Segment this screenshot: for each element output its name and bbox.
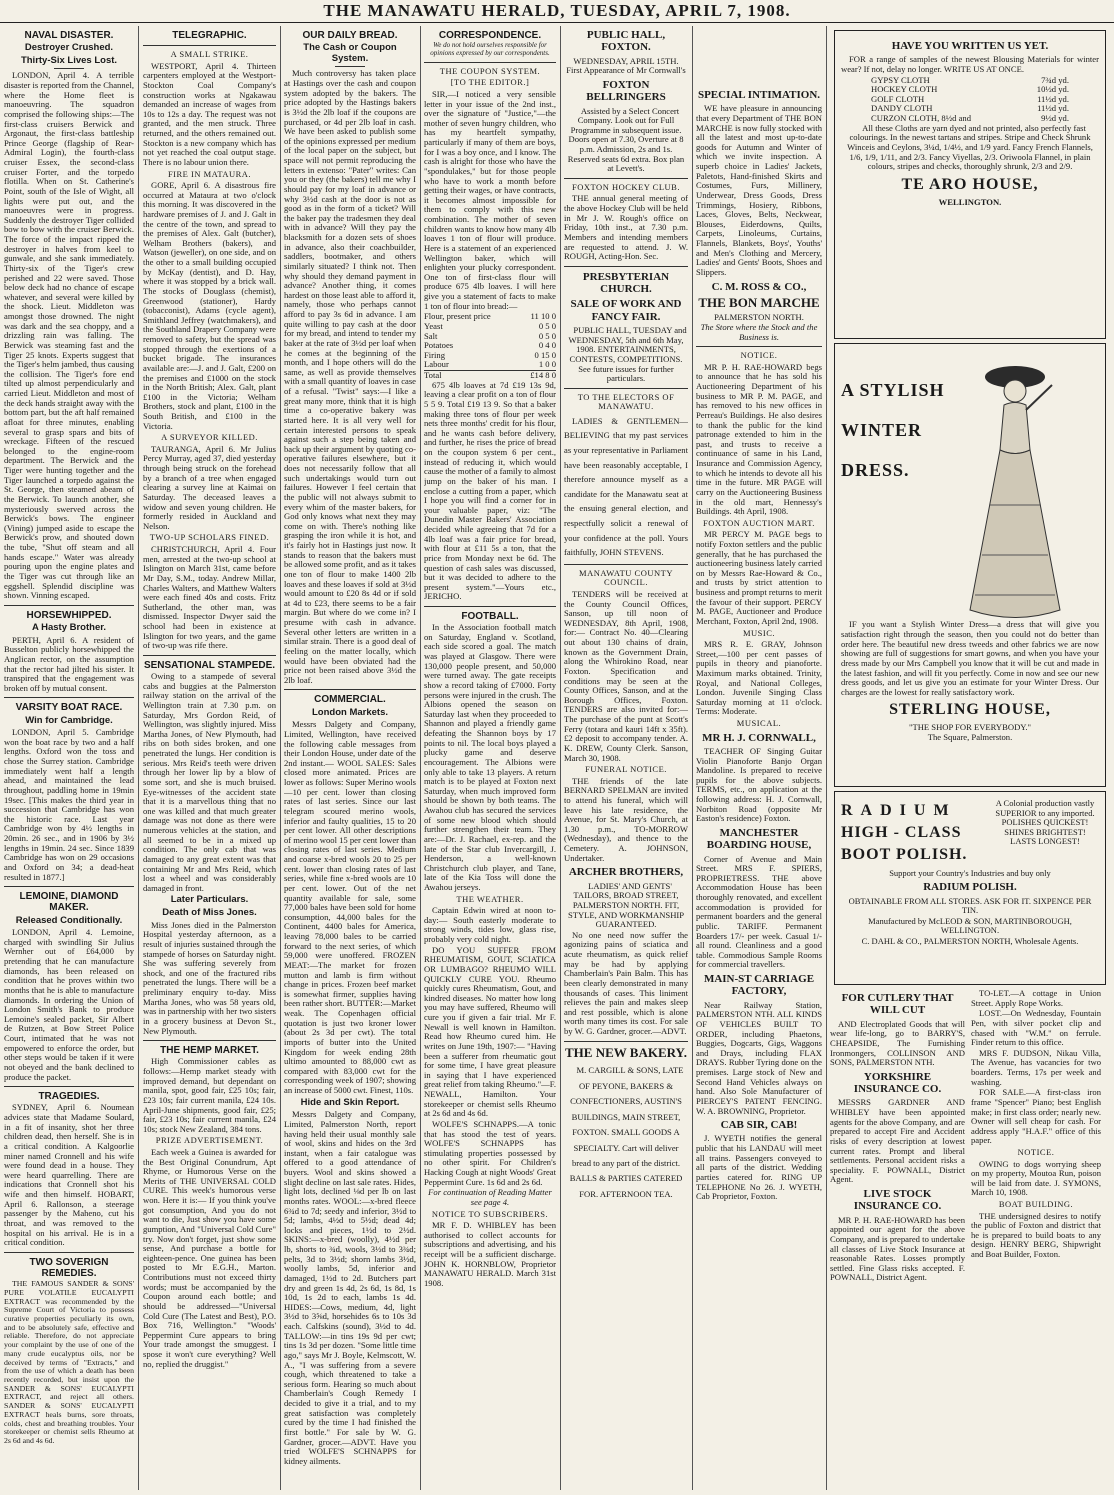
small-ads (830, 989, 1110, 1284)
later-heading: Later Particulars. (170, 894, 249, 906)
column-2 (143, 26, 276, 1490)
column-1 (4, 26, 134, 1490)
rheumo-advertisement: DO YOU SUFFER FROM RHEUMATISM, GOUT, SCIATICA OR LUMBAGO? RHEUMO WILL QUICKLY CURE YOU. Rheumo quickly cures Rheumatism, Gout, and kindred diseases. No matter how long you may have suffered, Rheumo will cure you if given a fair trial. Mr F. Newall is well known in Hamilton. Read how Rheumo cured him. He writes on June 19th, 1907:— "Having been a sufferer from rheumatic gout for some time, I have great pleasure in saying that I have experienced great relief from taking Rheumo."—F. NEWALL, Hamilton. Your storekeeper or chemist sells Rheumo at 2s 6d and 4s 6d. (424, 944, 556, 1119)
varsity-article: LONDON, April 5. Cambridge won the boat race by two and a half lengths. Oxford won the toss and chose the Surrey station. Cambridge immediately went half a length ahead, and maintained the lead throughout, paddling home in 19min 19sec. [This makes the third year in succession that Cambridge has won the historic race. Last year Cambridge won by 4½ lengths in 20min. 26 sec., and in 1906 by 3½ lengths in 19min. 24 sec. Since 1839 Cambridge has won on 29 occasions and Oxford on 34; a dead-heat resulted in 1877.] (4, 727, 134, 882)
naval-heading: NAVAL DISASTER. (24, 30, 114, 41)
bon-marche-title: THE BON MARCHE (698, 294, 820, 310)
public-hall-heading: PUBLIC HALL, FOXTON. (586, 29, 666, 54)
remedies-advertisement: THE FAMOUS SANDER & SONS' PURE VOLATILE EUCALYPTI EXTRACT was recommended by the Supreme Court of Victoria to possess curative properties peculiarly its own, and to be absolutely safe, effective and reliable. Therefore, do not appreciate your complaint by the use of one of the many crude eucalyptus oils, nor be deceived by terms of "Extracts," and from the use of which a death has been recently recorded, but insist upon the SANDER & SONS' EUCALYPTI EXTRACT, and reject all others. SANDER & SONS' EUCALYPTI EXTRACT heals burns, sore throats, colds, chest and breathing troubles. Your storekeeper or chemist sells Rheumo at 2s 6d and 4s 6d. (4, 1279, 134, 1446)
fire-article: GORE, April 6. A disastrous fire occurred at Mataura at two o'clock this morning. It was discovered in the hardware premises of J. and J. Galt in the centre of the town, and spread to the premises of Alex. Galt (butcher), Welham Brothers (bakers), and Watson (jeweller), on one side, and on the other to a small building occupied by McKay (dentist), and D. Hay, where it was stopped by a brick wall. The stocks of Douglass (chemist), Greenwood (stationer), Hardy (tobacconist), Adams (cycle agent), Smithland Jeffrey (watchmakers), and the Southland Drapery Company were removed to safety, but the spread was stopped through the exertions of a bucket brigade. The insurances available are:—J. and J. Galt, £200 on the premises and £1000 on the stock in the North British; Alex. Galt, plant £100 in the Victoria; Welham Brothers, stock and plant, £100 in the South British, and £100 in the Victoria. (143, 180, 276, 431)
divider (54, 68, 84, 69)
sterling-slogan: "THE SHOP FOR EVERYBODY." (908, 722, 1032, 733)
column-5 (564, 26, 688, 1490)
funeral-heading: FUNERAL NOTICE. (585, 764, 667, 775)
electors-letter: LADIES & GENTLEMEN— BELIEVING that my past services as your representative in Parliament have been reasonably acceptable, I therefore announce myself as a candidate for the Manawatu seat at the ensuing general election, and respectfully solicit a renewal of your confidence at the poll. Yours faithfully, JOHN STEVENS. (564, 415, 688, 558)
small-ads-left (830, 989, 965, 1284)
prize-heading: PRIZE ADVERTISEMENT. (155, 1135, 264, 1146)
cutlery-heading: FOR CUTLERY THAT WILL CUT (841, 992, 954, 1017)
special-intimation-heading: SPECIAL INTIMATION. (697, 89, 821, 101)
county-council-heading: MANAWATU COUNTY COUNCIL. (579, 567, 673, 588)
football-article: In the Association football match on Saturday, England v. Scotland, each side scored a goal. The match was played at Glasgow. There were 130,000 people present, and 50,000 were turned away. The gate receipts show a record taking of £7000. Forty persons were injured in the crush. The Albions opened the season on Saturday last when they proceeded to Shannon and played a friendly game defeating the Shannon boys by 17 points to nil. The local boys played a plucky game and deserve encouragement. The Albions were only able to take 13 players. A return match is to be played at Foxton next Saturday, when much improved form should be shown by both teams. The Awahou club has secured the services of some new blood which should further strengthen their team. They are:—Dr. J. Rachael, ex-rep. and the late of the Star club Invercargill, J. Henderson, a well-known Christchurch club player, and Tane, late of the Kia Toss will done the Awahou jerseys. (424, 622, 556, 893)
varsity-heading: VARSITY BOAT RACE. (15, 702, 123, 714)
hockey-heading: FOXTON HOCKEY CLUB. (572, 181, 680, 192)
woman-in-dress-illustration (960, 355, 1070, 625)
radium-title-2: HIGH - CLASS (841, 823, 962, 841)
column-4 (424, 26, 556, 1490)
te-aro-advertisement (834, 30, 1106, 339)
divider (4, 886, 134, 887)
radium-header (841, 798, 1099, 868)
radium-title-3: BOOT POLISH. (841, 845, 968, 863)
divider (143, 1040, 276, 1041)
weather-heading: THE WEATHER. (456, 893, 524, 904)
auction-mart-heading: FOXTON AUCTION MART. (703, 517, 815, 528)
ledger-row: Potatoes 0 4 0 (424, 340, 556, 351)
dudson-ad: MRS F. DUDSON, Nikau Villa, The Avenue, has vacancies for two boarders. Terms, 17s per week and washing. (971, 1047, 1101, 1087)
archer-heading: ARCHER BROTHERS, (568, 866, 684, 879)
divider (564, 178, 688, 179)
musical-heading: MUSICAL. (736, 718, 782, 729)
divider (564, 1041, 688, 1042)
county-council-tenders: TENDERS will be received at the County Council Offices, Sanson, up till noon of WEDNESDAY, 8th April, 1908, for:— Contract No. 40—Clearing out about 130 chains of drain, known as the Government Drain, along the Whirokino Road, near Foxton. Specification and conditions may be seen at the County Offices, Sanson, and at the Borough Offices, Foxton. TENDERS are also invited for:— The purchase of the punt at Scott's Ferry (totara and kauri 14ft x 35ft). £2 deposit to accompany tender. A. K. DREW, County Clerk. Sanson, March 30, 1908. (564, 588, 688, 763)
london-markets-article: Messrs Dalgety and Company, Limited, Wellington, have received the following cable messages from their London House, under date of the 2nd instant.— WOOL SALES: Sales closed more animated. Prices are lower as follows: Super Merino wools—10 per cent. lower than closing rates of last series. Since our last telegram scoured merino wools, inferior and faulty qualities, 15 to 20 per cent lower. All other descriptions of merino wool 15 per cent lower than closing rates of last series. Medium and coarse x-bred wools 20 to 25 per cent. lower than closing rates of last series, while fine x-bred wools are 10 per cent. lower. Out of the net quantity available for sale, some 77,000 bales have been sold for home consumption, 44,000 bales for the Continent, 4400 bales for America, leaving 78,000 bales to be carried forward to the next series, of which 59,000 were unoffered. FROZEN MEAT:—The market for frozen mutton and lamb is firm without change in prices. Frozen beef market is somewhat firmer, supplies having been rather short. BUTTER:—Market weak. The Copenhagen official quotation is just two kroner lower (about 2s 3d per cwt). The total imports of butter into the United Kingdom for week ending 28th ultimo amounted to 88,000 cwt as compared with 83,000 cwt for the corresponding week of 1907; showing an increase of 5000 cwt. Finest, 110s. (284, 719, 416, 1095)
correspondence-note: We do not hold ourselves responsible for opinions expressed by our correspondents. (430, 41, 550, 58)
divider (284, 689, 416, 690)
music-text: MRS R. E. GRAY, Johnson Street,—100 per cent passes of pupils in theory and pianoforte. Maximum marks obtained. Trinity, Royal, and National Colleges, London. Juvenile Singing Class Saturday morning at 11 o'clock. Terms: Moderate. (696, 639, 822, 717)
boarding-text: Corner of Avenue and Main Street. MRS F. SPIERS, PROPRIETRESS. THE above Accommodation House has been thoroughly renovated, and excellent accommodation is provided for permanent boarders and the general public. TARIFF. Permanent Boarders 17/- per week. Casual 1/- all round. Cleanliness and a good table. Commodious Sample Rooms for commercial travellers. (696, 853, 822, 970)
radium-wordmark (841, 798, 991, 868)
cloth-row: GOLF CLOTH 11½d yd. (871, 93, 1069, 104)
hemp-heading: THE HEMP MARKET. (160, 1045, 259, 1057)
hide-heading: Hide and Skin Report. (300, 1096, 400, 1108)
radium-support: Support your Country's Industries and buy only (889, 867, 1051, 878)
cloth-price-list (841, 76, 1099, 124)
archer-details: LADIES' AND GENTS' TAILORS, BROAD STREET, PALMERSTON NORTH. FIT, STYLE, AND WORKMANSHIP GUARANTEED. (567, 880, 685, 930)
coupon-letter: SIR,—I noticed a very sensible letter in your issue of the 2nd inst., over the signature of "Justice,"—the mother of seven hungry children, who has my heartfelt sympathy, particularly if many of them are boys, for I was a boy once, and I know. The cash is alright for those who have the "spondulakes," but for those people who have to work a month before getting their wages, or have contracts, it becomes almost impossible for them to comply with this new combination. The mother of seven children wants to know how many 4lb loaves 1 ton of flour will produce. Here is a statement of an experienced Wellington baker, which will enlighten your plucky correspondent. One ton of first-class flour will produce 675 4lb loaves. I will here give you a statement of facts to make 1 ton of flour into bread:— (424, 88, 556, 311)
surveyor-article: TAURANGA, April 6. Mr Julius Percy Murray, aged 37, died yesterday through being struck on the forehead by a branch of a tree when engaged clearing a survey line at Kaimai on Saturday. The deceased leaves a widow and seven young children. He formerly resided in Auckland and Nelson. (143, 443, 276, 531)
spacer (696, 26, 822, 86)
stylish-title-1: A STYLISH (841, 380, 945, 400)
new-bakery-heading: THE NEW BAKERY. (565, 1044, 687, 1060)
public-hall-date: WEDNESDAY, APRIL 15TH. (573, 55, 679, 66)
ledger-total: Total £14 8 0 (424, 370, 556, 380)
tragedies-article: SYDNEY, April 6. Noumean advices state that Madame Soulard, in a fit of insanity, shot her three children dead, then herself. She is in a critical condition. A Kalgoorlie miner named Cronnell and his wife were found dead in a house. They were heard quarrelling. There are indications that Cronnell shot his wife and then himself. HOBART, April 6. Rallonson, a steerage passenger by the Maheno, cut his throat, and was removed to the hospital on his arrival. He is in a critical condition. (4, 1102, 134, 1248)
death-article: Miss Jones died in the Palmerston Hospital yesterday afternoon, as a result of injuries sustained through the stampede of horses on Saturday night. She was suffering severely from shock, and one of the fractured ribs penetrated the lungs. There will be a preliminary enquiry to-day. Miss Martha Jones, who was 58 years old, was in partnership with her two sisters in a grocery business at Devon St., New Plymouth. (143, 919, 276, 1036)
prize-article: Each week a Guinea is awarded for the Best Original Conundrum, Apt Rhyme, or Humorous Verse on the Merits of THE UNIVERSAL COLD CURE. This week's humorous verse won. Here it is:— If you think you've got consumption, And you do not want to die, Just show you have some gumption, And "Universal Cold Cure" try. Now don't forget, just show some sense, And purchase a bottle for eighteen-pence. One guinea has been posted to Mr E.G.H., Marton. Contributions must not exceed thirty words; must be accompanied by the Coupon around each bottle; and should be addressed—"Universal Cold Cure (The Latest and Best), P.O. Box 716, Wellington." "Woods' Peppermint Cure appears to bring Your trade amongst the smuggest. I spose it won't cure everything? Well no, replied the druggist." (143, 1146, 276, 1369)
horsewhipped-heading: HORSEWHIPPED. (26, 609, 112, 621)
stampede-heading: SENSATIONAL STAMPEDE. (143, 659, 276, 671)
london-markets-heading: London Markets. (311, 706, 388, 718)
horsewhipped-subheading: A Hasty Brother. (31, 622, 107, 633)
carriage-heading: MAIN-ST CARRIAGE FACTORY, (703, 973, 815, 998)
notice-2-text: OWING to dogs worrying sheep on my property, Moutoa Run, poison will be laid from date. J. SYMONS, March 10, 1908. (971, 1158, 1101, 1198)
column-rule (692, 26, 693, 1490)
radium-agents: C. DAHL & CO., PALMERSTON NORTH, Wholesale Agents. (861, 935, 1079, 946)
commercial-heading: COMMERCIAL. (314, 694, 386, 706)
schnapps-advertisement: WOLFE'S SCHNAPPS.—A tonic that has stood the test of years. WOLFE'S SCHNAPPS has stimulating properties possessed by no other spirit. For Children's Hacking Cough at night Woods' Great Peppermint Cure. 1s 6d and 2s 6d. (424, 1118, 556, 1187)
presbyterian-heading: PRESBYTERIAN CHURCH. (582, 270, 670, 296)
public-hall-intro: First Appearance of Mr Cornwall's (566, 65, 686, 76)
column-rule (280, 26, 281, 1490)
boat-building-text: THE undersigned desires to notify the public of Foxton and district that he is prepared to build boats to any design. HENRY BERG, Shipwright and Boat Builder, Foxton. (971, 1210, 1101, 1260)
bread-article: Much controversy has taken place at Hastings over the cash and coupon system adopted by the bakers. The price adopted by the Hastings bakers is 3½d the 2lb loaf if the coupons are purchased, or 4d per 2lb loaf in cash. We have been asked to publish some of the opinions expressed per medium of the local paper on the subject, but space will not permit reproducing the letters in extenso: "Pater" writes: Can you or they (the bakers) tell me why I should pay for my loaf in advance or why 3½d cash at the door is not as good as in the form of a ticket? Will the baker pay the tradesmen they deal with in advance? Will they pay the blacksmith for a dozen sets of shoes in advance, also their coachbuilder, saddlers, bootmaker, and others similarly situated? I think not. Then why should they demand payment in advance? Another thing, it comes hardest on those least able to afford it, namely, those who perhaps cannot afford to pay 3s 6d in advance. I am quite willing to pay cash at the door for my bread, and intend to tender my baker at the rate of 3½d per loaf when he comes at the beginning of the month, and I hope others will do the same, as well as provide themselves with a small quantity of loaves in case of a refusal. "Twist" says:—I like a great many more, think that it is high time a co-operative bakery was started here. It is all very well for certain interested persons to speak against such a step being taken and back up their argument by quoting co-operative failures elsewhere, but it does not necessarily follow that all such undertakings would turn out failures. However I feel certain that the public will not always submit to every whim of the master bakers, for God only knows what next they may come on with. There's nothing like grasping the iron while it is hot, and it's fairly hot in Hastings just now. It stands to reason that the bakers must be allowed some profit, and as it takes one ton of flour to make 1400 2lb loaves and these loaves if sold at 3½d would amount to £20 8s 4d or if sold at 4d to £23, there seems to be a fair margin. But where do we come in? I presume with cash in advance. Several other letters are written in a similar strain. There is a good deal of feeling on the matter locally, which would have been obviated had the price not been raised above 3½d the 2lb loaf. (284, 68, 416, 685)
divider (143, 45, 276, 46)
sterling-title: STERLING HOUSE, (889, 701, 1051, 719)
ledger-table (424, 312, 556, 380)
small-ads-right (971, 989, 1101, 1284)
divider (424, 606, 556, 607)
subscribers-heading: NOTICE TO SUBSCRIBERS. (431, 1208, 549, 1219)
notice-2-heading: NOTICE. (1017, 1147, 1055, 1157)
tragedies-heading: TRAGEDIES. (38, 1091, 100, 1103)
telegraphic-heading: TELEGRAPHIC. (172, 30, 247, 41)
yorkshire-heading: YORKSHIRE INSURANCE CO. (853, 1070, 942, 1096)
written-us-heading: HAVE YOU WRITTEN US YET. (891, 40, 1049, 52)
remedies-heading: TWO SOVERIGN REMEDIES. (29, 1256, 109, 1279)
to-let-ad: TO-LET.—A cottage in Union Street. Apply Rope Works. (971, 988, 1101, 1008)
cloth-row: CURZON CLOTH, 8½d and 9½d yd. (871, 113, 1069, 124)
cornwall-heading: MR H. J. CORNWALL, (702, 731, 816, 744)
new-bakery-details: M. CARGILL & SONS, LATE OF PEYONE, BAKERS & CONFECTIONERS, AUSTIN'S BUILDINGS, MAIN STREET, FOXTON. SMALL GOODS A SPECIALTY. Cart will deliver bread to any part of the district. BALLS & PARTIES CATERED FOR. AFTERNOON TEA. (569, 1065, 684, 1199)
ross-heading: C. M. ROSS & CO., (711, 280, 807, 293)
coupon-heading: THE COUPON SYSTEM. (439, 65, 541, 76)
for-sale-ad: FOR SALE.—A first-class iron frame "Spencer" Piano; best English make; in first class order; nearly new. Owner will sell cheap for cash. For address apply "H.A.F." office of this paper. (971, 1087, 1101, 1146)
naval-subheading: Destroyer Crushed. (24, 42, 114, 54)
column-rule (420, 26, 421, 1490)
cornwall-text: TEACHER OF Singing Guitar Violin Pianoforte Banjo Organ Mandoline. Is prepared to receive pupils for the above subjects. TERMS, etc., on application at the following address: H. J. Cornwall, Norbiton Road (opposite Mr Easton's residence) Foxton. (696, 745, 822, 824)
cloth-details: All these Cloths are yarn dyed and not printed, also perfectly fast colourings. In the newest tartans and stripes. Stripe and Check Shrunk Winceis and Ceylons, 3¼d, 1/4½, and 1/9 yard. Fancy French Flannels, 1/6, 1/9, 1/11, and 2/3. Fancy Viyellas, 2/3. Oriwoola Flannel, in plain colours, stripes and checks, thoroughly shrunk, 2/3 and 2/9. (847, 122, 1093, 172)
lost-ad: LOST.—On Wednesday, Fountain Pen, with silver pocket clip and chased with "W.M." on ferrule. Finder return to this office. (971, 1008, 1101, 1048)
hemp-article: High Commissioner cables as follows:—Hemp market steady with improved demand, but dependant on manila, spot, good fair, £25 10s; fair, £23 10s; fair current manila, £24 10s. April-June shipments, good fair, £25; fair, £23 10s; fair current manila, £24 10s; stock New Zealand, 384 tons. (143, 1056, 276, 1134)
radium-manufacturer: Manufactured by McLEOD & SON, MARTINBOROUGH, WELLINGTON. (868, 915, 1072, 936)
strike-article: WESTPORT, April 4. Thirteen carpenters employed at the Westport-Stockton Coal Company's construction works at Ngakawau demanded an increase of wages from 10s to 12s a day. The request was not granted, and the men struck. Three returned, and the others remained out. Stockton is a new company which has not yet reached the coal output stage. There is no labour union there. (143, 60, 276, 167)
cutlery-text: AND Electroplated Goods that will wear life-long, go to BARRY'S, CHEAPSIDE, The Furnishing Ironmongers, COLLINSON AND SONS, PALMERSTON NTH. (830, 1018, 965, 1068)
cab-text: J. WYETH notifies the general public that his LANDAU will meet all trains. Passengers conveyed to all parts of the district. Wedding parties catered for. RING UP TELEPHONE No 26. J. WYETH, Cab Proprietor, Foxton. (696, 1133, 822, 1202)
column-3 (284, 26, 416, 1490)
lemoine-article: LONDON, April 4. Lemoine, charged with swindling Sir Julius Wernher out of £64,000 by pretending that he can manufacture diamonds, has been released on condition that he proves within two months that he is able to manufacture diamonds. In ordering the Union of London Smith's Bank to produce Lemoine's sealed packet, Sir Albert de Rutzen, at Bow Street Police Court, intimated that he was not empowered to enforce the order, but other steps would be taken if it were not obeyed and the bank declined to produce the packet. (4, 927, 134, 1082)
column-rule (560, 26, 561, 1490)
bellringers-details: Assisted by a Select Concert Company. Look out for Full Programme in subsequent issue. Doors open at 7.30, Overture at 8 p.m. Admission, 2s and 1s. Reserved seats 6d extra. Box plan at Levett's. (567, 105, 685, 174)
weather-article: Captain Edwin wired at noon to-day:— South easterly moderate to strong winds, tides low, glass rise, probably very cold night. (424, 905, 556, 945)
coupon-letter-continued: 675 4lb loaves at 7d £19 13s 9d, leaving a clear profit on a ton of flour 5 5 9. Total £19 13 9. So that a baker making three tons of flour per week nets three months' credit for his flour, and he wants cash before delivery, and further, he rises the price of bread on the coupon system 6 per cent., instead of reducing it, which would cause the mother of a family to almost jump on the baker of his man. I enclose a cutting from a paper, which I hope you will find a corner for in your valuable paper, viz: "The Dunedin Master Bakers' Association decided while agreeing that 7d for a 4lb loaf was a fair price for bread, with flour at £11 5s a ton, that the price from Monday next be 6d. The question of cash sales was discussed, but it was decided to adhere to the present system."—Yours etc., JERICHO. (424, 379, 556, 602)
notice-heading: NOTICE. (740, 350, 778, 361)
hockey-notice: THE annual general meeting of the above Hockey Club will be held in Mr J. W. Rough's office on Friday, 10th inst., at 7.30 p.m. Members and intending members are requested to attend. J. W. ROUGH, Acting-Hon. Sec. (564, 193, 688, 262)
bon-marche-tagline: The Store where the Stock and the Business is. (700, 322, 818, 342)
dress-text: IF you want a Stylish Winter Dress—a dress that will give you satisfaction right through the season, then you could not do better than order here. The beautiful new dress tweeds and other fabrics we are now showing are full of suggestions for smart gowns, and when you have your dress made by our Mrs Campbell you know that it will be cut and made in the latest fashion, and will fit you perfectly. Come in now and see our new dress goods, and let us give you an estimate for your Winter Dress. Our charges are the lowest for really satisfactory work. (841, 619, 1099, 697)
divider (335, 66, 365, 67)
divider (4, 697, 134, 698)
radium-polish-title: RADIUM POLISH. (923, 881, 1017, 894)
sterling-location: The Square, Palmerston. (927, 732, 1013, 742)
scholars-heading: TWO-UP SCHOLARS FINED. (149, 532, 270, 543)
bread-heading: OUR DAILY BREAD. (302, 30, 398, 41)
music-heading: MUSIC. (742, 627, 776, 638)
cloth-row: HOCKEY CLOTH 10½d yd. (871, 84, 1069, 95)
bread-subheading: The Cash or Coupon System. (303, 42, 397, 64)
ledger-row: Salt 0 5 0 (424, 330, 556, 341)
cloth-row: DANDY CLOTH 11½d yd. (871, 103, 1069, 114)
scholars-article: CHRISTCHURCH, April 4. Four men, arrested at the two-up school at Islington on March 31st, came before Mr Day, S.M., today. Andrew Millar, Charles Walters, and Matthew Walters were each fined 40s and costs. Fritz Sutherland, the other man, was dismissed. Inspector Dwyer said the school had been in existence at Islington for two years, and the game of two-up was rife there. (143, 544, 276, 651)
divider (424, 62, 556, 63)
ledger-row: Yeast 0 5 0 (424, 320, 556, 331)
divider (564, 266, 688, 267)
ledger-row: Flour, present price 11 10 0 (424, 311, 556, 322)
te-aro-location: WELLINGTON. (938, 196, 1002, 207)
cloth-row: GYPSY CLOTH 7¾d yd. (871, 74, 1069, 85)
subscribers-notice: MR F. D. WHIBLEY has been authorised to collect accounts for subscriptions and advertising, and his receipt will be a sufficient discharge. JOHN K. HORNBLOW, Proprietor MANAWATU HERALD. March 31st 1908. (424, 1220, 556, 1288)
column-6 (696, 26, 822, 1490)
hide-article: Messrs Dalgety and Company, Limited, Palmerston North, report having held their usual monthly sale of wool, skins and hides on the 3rd instant, when a fair catalogue was offered to a good attendance of buyers. Wool and skins showed a slight decline on last sale rates. Hides, light lots, declined ⅛d per lb on last months rates. WOOL:—x-bred fleece 6¾d to 7d; seedy and inferior, 3½d to 5d; lambs, 4½d to 5½d; dead 4d; locks and pieces, 1½d to 2½d. SKINS:—x-bred (woolly), 4½d per lb, shorts to ¾d, wools, 3½d to 3¾d; pelts, 3d to 3½d; shorn lambs 3½d, woolly lambs, 5d, inferior and damaged, 1½d to 2d. Butchers part dry and green 1s 4d, 2s 6d, 1s 8d, 1s 10d, 1s 2d to each, lambs 1s 4d. HIDES:—Cows, medium, 4d, light 3½d to 3⅝d, horsehides 6s to 10s 3d each. Calfskins (sound), 3½d to 4d. TALLOW:—in tins 19s 9d per cwt; tins 1s 3d per dozen. "Some little time ago," says Mr J. Boyle, Kelmscott, W. A., "I was suffering from a severe cough, which threatened to take a serious form. Hearing so much about Chamberlain's Cough Remedy I decided to give it a trial, and to my great satisfaction was completely cured by the time I had finished the first bottle." For sale by W. G. Gardner, grocer.—ADVT. Have you tried WOLFE'S SCHNAPPS for kidney ailments. (284, 1109, 416, 1466)
radium-advertisement (834, 791, 1106, 985)
lemoine-subheading: Released Conditionally. (15, 914, 123, 926)
divider (143, 655, 276, 656)
radium-side-text: A Colonial production vastly SUPERIOR to any imported. POLISHES QUICKEST! SHINES BRIGHTEST! LASTS LONGEST! (995, 798, 1095, 847)
football-heading: FOOTBALL. (461, 611, 519, 622)
funeral-notice: THE friends of the late BERNARD SPELMAN are invited to attend his funeral, which will leave his late residence, the Avenue, for St. Mary's Church, at 1.30 p.m., TO-MORROW (Wednesday), and thence to the Cemetery. A. JOHNSON, Undertaker. (564, 775, 688, 863)
boat-building-heading: BOAT BUILDING. (998, 1199, 1074, 1210)
column-rule (138, 26, 139, 1490)
naval-subheading-2: Thirty-Six Lives Lost. (20, 54, 118, 66)
horsewhipped-article: PERTH, April 6. A resident of Busselton publicly horsewhipped the Anglican rector, on the assumption that the rector had jilted his sister. It transpired that the engagement was broken off by mutual consent. (4, 634, 134, 693)
divider (4, 1252, 134, 1253)
divider (4, 605, 134, 606)
electors-heading: TO THE ELECTORS OF MANAWATU. (577, 391, 675, 412)
surveyor-heading: A SURVEYOR KILLED. (161, 432, 258, 443)
bellringers-title: FOXTON BELLRINGERS (586, 78, 666, 104)
samples-text: FOR a range of samples of the newest Blousing Materials for winter wear? If not, delay no longer. WRITE US AT ONCE. (841, 54, 1099, 74)
masthead: THE MANAWATU HERALD, TUESDAY, APRIL 7, 1908. (0, 0, 1114, 23)
livestock-text: MR P. H. RAE-HOWARD has been appointed our agent for the above Company, and is prepared to undertake all classes of Live Stock Insurance at reasonable Rates. Losses promptly settled. Fine Glass risks accepted. F. POWNALL, District Agent. (830, 1214, 965, 1283)
livestock-heading: LIVE STOCK INSURANCE CO. (853, 1188, 942, 1213)
sale-of-work-details: PUBLIC HALL, TUESDAY and WEDNESDAY, 5th and 6th May, 1908. ENTERTAINMENTS, CONTESTS, COMPETITIONS. See future issues for further particulars. (568, 325, 687, 384)
fire-heading: FIRE IN MATAURA. (167, 168, 252, 179)
te-aro-title: TE ARO HOUSE, (901, 175, 1039, 193)
column-7 (830, 26, 1110, 1490)
stylish-title-3: DRESS. (841, 460, 910, 481)
stampede-article: Owing to a stampede of several cabs and buggies at the Palmerston railway station on the arrival of the Wellington train at 7.30 p.m. on Saturday, Mrs Gordon Reid, of Wellington, was slightly injured. Miss Martha Jones, of New Plymouth, had ribs on both sides broken, and one penetrated the lungs. Her condition is serious. Mrs Reid's teeth were driven through her lower lip by a blow of some sort, and she is much bruised. Eye-witnesses of the accident state that it is a marvellous thing that no one was killed and that much greater damage was not done as there were numerous vehicles at the station, and all seemed to be in a mixed up condition. The only cab that was damaged to any great extent was that containing Mr and Mrs Reid, which lost a wheel and was considerably damaged in front. (143, 671, 276, 893)
sale-of-work-heading: SALE OF WORK AND FANCY FAIR. (570, 298, 682, 323)
strike-heading: A SMALL STRIKE. (170, 49, 249, 60)
carriage-text: Near Railway Station, PALMERSTON NTH. ALL KINDS OF VEHICLES BUILT TO ORDER, including Phaetons, Buggies, Dogcarts, Gigs, Waggons and Drays, including FLAX DRAYS. Rubber Tyring done on the premises. Large stock of New and Second Hand Vehicles always on hand. Also Sole Manufacturer of PIERCEY'S PATENT FENCING. W. A. BROWNING, Proprietor. (696, 999, 822, 1116)
stylish-title-2: WINTER (841, 420, 923, 441)
continuation-note: For continuation of Reading Matter see page 4. (428, 1187, 552, 1207)
varsity-subheading: Win for Cambridge. (25, 714, 113, 726)
divider (4, 1086, 134, 1087)
death-heading: Death of Miss Jones. (162, 907, 257, 919)
radium-title-1: RADIUM (841, 802, 957, 819)
ledger-row: Firing 0 15 0 (424, 349, 556, 360)
cab-heading: CAB SIR, CAB! (720, 1119, 798, 1132)
divider (696, 346, 822, 347)
correspondence-heading: CORRESPONDENCE. (438, 30, 542, 41)
column-rule (826, 26, 827, 1490)
ledger-row: Labour 1 0 0 (424, 359, 556, 370)
special-intimation-text: WE have pleasure in announcing that every Department of THE BON MARCHE is now fully stocked with all the latest and most up-to-date goods for Autumn and Winter of which we invite inspection. A superb choice in Ladies' Jackets, Paletots, Hand-finished Skirts and Costumes, Furs, Millinery, Underwear, Dress Goods, Dress Trimmings, Hosiery, Ribbons, Laces, Gloves, Belts, Neckwear, Blouses, Eiderdowns, Quilts, Carpets, Linoleums, Curtains, Flannels, Blankets, Boys', Youths' and Men's Clothing and Mercery, Ladies' and Gents' Boots, Shoes and Slippers. (696, 103, 822, 277)
notice-text: MR P. H. RAE-HOWARD begs to announce that he has sold his Auctioneering Department of his business to MR P. M. PAGE, and has removed to his new offices in Perreau's Buildings. He also desires to thank the public for the kind patronage extended to him in the past, and trusts to receive a continuance of same in his Land, Insurance and Commission Agency, to which he intends to devote all his time in the future. MR PAGE will carry on the Auctioneering Business in the old mart, Hennessy's Buildings. 4th April, 1908. (696, 361, 822, 517)
bon-marche-location: PALMERSTON NORTH. (714, 312, 804, 323)
divider (564, 564, 688, 565)
naval-article: LONDON, April 4. A terrible disaster is reported from the Channel, where the Home fleet is manoeuvring. The squadron comprised the following ships:—The first-class cruisers Berwick and Argonaut, the first-class battleship Prince George (flagship of Rear-Admiral Login), the fourth-class cruiser Essex, the second-class cruiser Forter, and the torpedo flotilla. When on St. Catherine's Point, south of the Isle of Wight, all lights were put out, and the manoeuvres were in progress. Suddenly the destroyer Tiger collided bow to bow with the cruiser Berwick. The force of the impact ripped the destroyer in halves from keel to gunwale, and she sank immediately. Thirty-six of the Tiger's crew perished and 22 were saved. Those below deck had no chance of escape whatever, and several were killed by the shock. Lieut. Middleton was amongst those drowned. The night was dark and the sea choppy, and a drizzling rain was falling. The Berwick was steaming fast and the Tiger 25 knots. Experts suggest that the Tiger's helm jambed, thus causing the collision. The Tiger's fore end tilted up almost perpendicularly and carried Lieut. Middleton and most of the deck hands straight away with the bottom part, but the aft half remained afloat for three minutes, enabling several to grasp spars and bits of wreckage. Fifteen of the rescued belonged to the engine-room department. The Berwick and the Tiger were hunting together and the Tiger launched a torpedo against the St. George, then steamed abeam of the Berwick. To launch another, she mysteriously swerved across the Berwick's bows. The engineer (Vining) jumped aside to escape the Berwick's prow, and shouted down the tube, "Shut off steam and all hands escape." Water was already pouring upon the engine plates and the Tiger was cut through like an eggshell. Splendid discipline was shown. Vinning escaped. (4, 70, 134, 601)
divider (564, 388, 688, 389)
boarding-heading: MANCHESTER BOARDING HOUSE, (706, 826, 812, 852)
pain-balm-advertisement: No one need now suffer the agonizing pains of sciatica and acute rheumatism, as quick relief may be had by applying Chamberlain's Pain Balm. This has been clearly demonstrated in many thousands of cases. This liniment relieves the pain and makes sleep and rest possible, which is alone worth many times its cost. For sale by W. G. Gardner, grocer.—ADVT. (564, 929, 688, 1036)
radium-obtain: OBTAINABLE FROM ALL STORES. ASK FOR IT. SIXPENCE PER TIN. (848, 895, 1092, 916)
lemoine-heading: LEMOINE, DIAMOND MAKER. (19, 891, 119, 914)
auction-mart-text: MR PERCY M. PAGE begs to notify Foxton settlers and the public generally, that he has purchased the auctioneering business lately carried on by Messrs Rae-Howard & Co., and trusts by strict attention to business and prompt returns to merit the favour of their support. PERCY M. PAGE, Auctioneer and Produce Merchant, Foxton, April 2nd, 1908. (696, 529, 822, 626)
coupon-to-editor: [TO THE EDITOR.] (450, 77, 530, 88)
yorkshire-text: MESSRS GARDNER AND WHIBLEY have been appointed agents for the above Company, and are prepared to accept Fire and Accident risks of every description at lowest current rates. Prompt and liberal settlements. Personal accident risks a speciality. F. POWNALL, District Agent. (830, 1097, 965, 1185)
